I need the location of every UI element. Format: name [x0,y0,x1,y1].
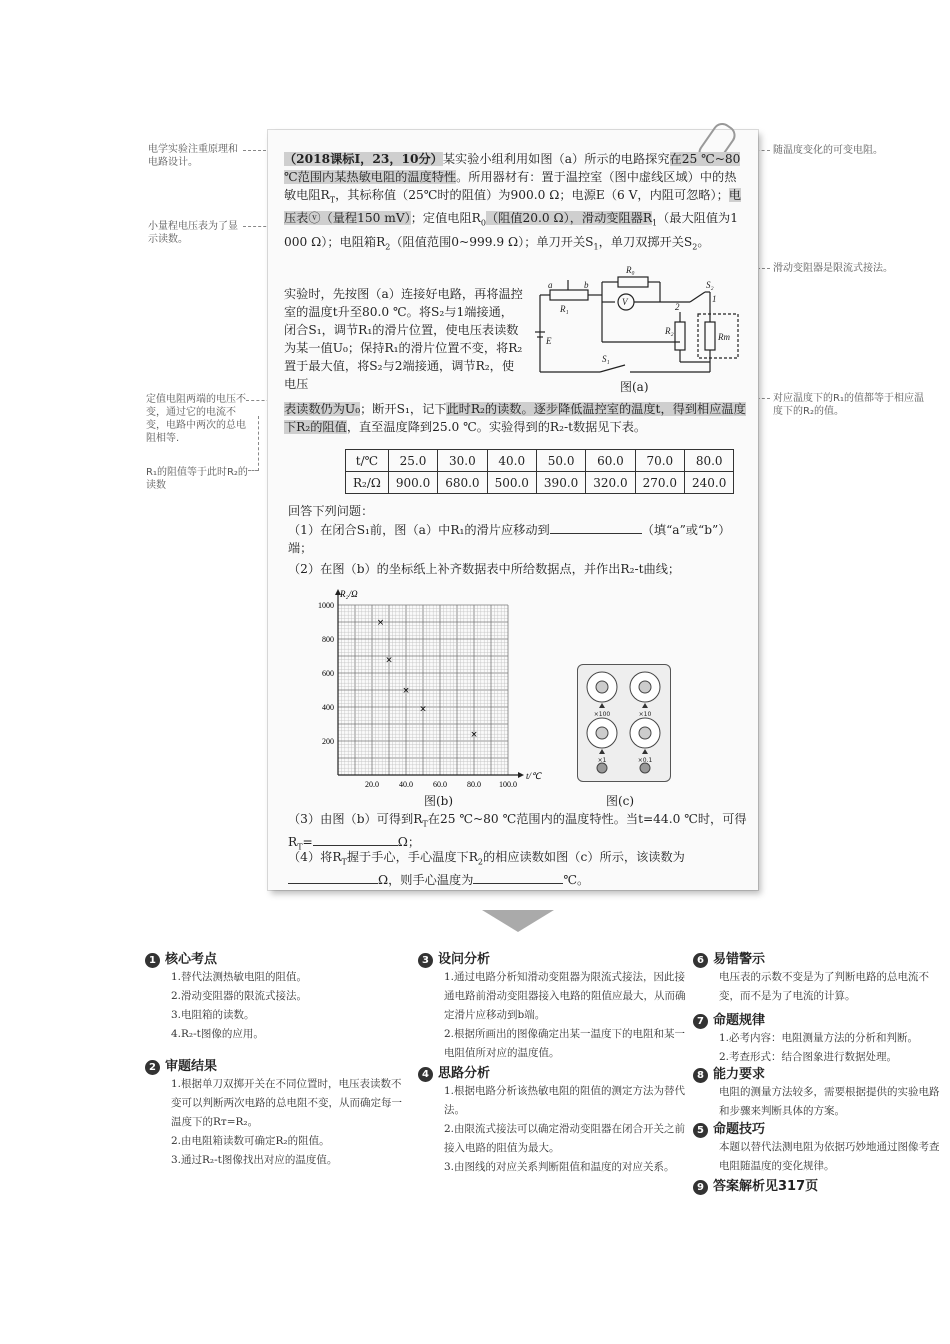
section-number: 2 [145,1060,160,1075]
section-title: 命题规律 [713,1013,766,1028]
table-cell: 25.0 [388,450,437,472]
text-span: （3）由图（b）可得到R [288,812,423,826]
section-title: 易错警示 [713,952,766,967]
text-span: （4）将R [288,850,342,864]
table-cell: 60.0 [586,450,635,472]
table-cell: 390.0 [536,472,585,494]
circuit-label-r1: R₁ [560,304,569,314]
table-cell: 240.0 [685,472,734,494]
circuit-label-rt: Rт [718,332,730,342]
section-number: 4 [418,1067,433,1082]
table-cell: 30.0 [438,450,487,472]
section-body [719,1138,943,1176]
table-cell: 270.0 [635,472,684,494]
x-axis-label: t/℃ [526,771,542,781]
circuit-label-r2: R₂ [665,326,674,336]
section-number: 5 [693,1123,708,1138]
section-number: 6 [693,953,708,968]
data-table [345,449,734,494]
note-right-1: 随温度变化的可变电阻。 [773,145,883,156]
table-header-cell: t/℃ [346,450,389,472]
list-item: 2.由电阻箱读数可确定R₂的阻值。 [171,1135,330,1147]
terminal [640,763,650,773]
list-item: 2.由限流式接法可以确定滑动变阻器在闭合开关之前接入电路的阻值为最大。 [444,1123,686,1154]
circuit-label-e: E [546,336,552,346]
thermistor-rt [705,322,715,350]
data-point: × [385,655,393,666]
section-body [171,1075,410,1170]
y-tick-label: 1000 [318,601,334,610]
answer-blank[interactable] [313,845,398,846]
table-cell: 320.0 [586,472,635,494]
figure-c-caption: 图(c) [606,794,635,808]
data-point: × [402,686,410,696]
list-item: 电压表的示数不变是为了判断电路的总电流不变，而不是为了电流的计算。 [719,971,929,1002]
text-span: = [302,835,313,850]
section-1 [145,948,410,1044]
section-heading [693,948,943,968]
figure-b-caption: 图(b) [424,794,454,808]
list-item: 本题以替代法测电阻为依据巧妙地通过图像考查电阻随温度的变化规律。 [719,1141,940,1172]
circuit-diagram [530,262,745,397]
problem-paragraph-3 [284,400,746,436]
table-row [346,450,734,472]
circuit-label-s1: S₁ [602,354,610,364]
list-item: 1.根据电路分析该热敏电阻的阻值的测定方法为替代法。 [444,1085,686,1116]
list-item: 3.通过R₂-t图像找出对应的温度值。 [171,1154,338,1166]
x-tick-label: 60.0 [433,780,447,789]
highlight-span: 。逐步降低温控室的温度t，得到相应温度下R₂的阻值 [284,402,746,434]
section-7 [693,1009,943,1067]
highlight-span: 此时R₂的读数 [446,402,522,416]
text-span: 的相应读数如图（c）所示，该读数为 [483,850,685,864]
x-tick-label: 80.0 [467,780,481,789]
text-span: （阻值范围0~999.9 Ω）；单刀开关S [390,234,594,249]
text-span: Ω，则手心温度为 [378,873,474,888]
y-tick-label: 800 [322,635,334,644]
section-number: 9 [693,1180,708,1195]
y-axis-label: R₂/Ω [340,589,358,599]
section-title: 能力要求 [713,1067,766,1082]
circuit-label-a: a [548,280,553,290]
circuit-label-r0: R₀ [626,265,635,275]
questions-intro: 回答下列问题： [288,504,374,518]
highlight-span: 在25 ℃~80 ℃范围内某热敏电阻的温度特性 [284,152,741,184]
section-3 [418,948,688,1063]
table-row [346,472,734,494]
section-heading [693,1009,943,1029]
table-header-cell: R₂/Ω [346,472,389,494]
table-cell: 680.0 [438,472,487,494]
text-span: 。所用器材有：置于温控室（图中虚线区域）中的热敏电阻R [284,170,737,202]
dial-label: ×0.1 [637,757,653,764]
text-span: ，直至温度降到25.0 ℃。实验得到的R₂-t数据见下表。 [346,420,647,434]
graph-b [300,585,550,795]
figure-a-caption: 图(a) [620,380,649,394]
question-3: （3）由图（b）可得到$R_T$在25 ℃~80 ℃范围内的温度特性。当t=44.0 ℃时，可得$R_T= \Omega$； [288,812,747,852]
resistance-box [577,664,671,782]
x-tick-label: 20.0 [365,780,379,789]
answer-blank[interactable] [550,533,642,534]
table-cell: 50.0 [536,450,585,472]
highlight-span: 电压表ⓥ（量程150 mV） [284,188,742,226]
text-span: 某实验小组利用如图（a）所示的电路探究 [442,152,670,166]
problem-paragraph-2 [284,285,524,393]
question-4: （4）将$R_T$握于手心，手心温度下$R_2$的相应读数如图（c）所示，该读数为Ω，则手心温度为 ℃。 [288,850,685,888]
note-left-4: R₁的阻值等于此时R₂的读数 [146,467,248,491]
section-body [719,1083,943,1121]
text-span: 握于手心，手心温度下R [346,850,478,864]
y-tick-label: 600 [322,669,334,678]
section-body [719,968,943,1006]
section-title: 设问分析 [438,952,491,967]
dial-label: ×100 [593,711,611,718]
circuit-label-s2: S₂ [706,280,714,290]
text-span: ；断开S₁，记下 [360,402,447,416]
note-left-1: 电学实验注重原理和电路设计。 [148,144,238,168]
section-number: 7 [693,1014,708,1029]
text-span: ；定值电阻R [410,211,481,226]
y-tick-label: 400 [322,703,334,712]
text-span: （最大阻值为1 000 Ω）；电阻箱R [284,211,738,249]
section-body [444,1082,688,1177]
question-1 [288,521,748,557]
text-span: ℃。 [563,873,590,888]
answer-reference: 答案解析见317页 [713,1179,819,1194]
note-left-3: 定值电阻两端的电压不变，通过它的电流不变，电路中两次的总电阻相等. [146,394,246,444]
section-heading [145,1055,410,1075]
list-item: 2.滑动变阻器的限流式接法。 [171,990,308,1002]
section-heading [693,1063,943,1083]
list-item: 2.根据所画出的图像确定出某一温度下的电阻和某一电阻值所对应的温度值。 [444,1028,686,1059]
slider-resistor-r1 [550,290,588,300]
section-title: 审题结果 [165,1059,218,1074]
note-left-2: 小量程电压表为了显示读数。 [148,221,238,245]
list-item: 4.R₂-t图像的应用。 [171,1028,264,1040]
resistor-r0 [618,277,648,287]
table-cell: 80.0 [685,450,734,472]
section-number: 8 [693,1068,708,1083]
problem-text [284,150,746,256]
section-title: 核心考点 [165,952,218,967]
data-point: × [376,618,385,628]
text-span: ，其标称值（25℃时的阻值）为900.0 Ω；电源E（6 V，内阻可忽略）； [335,188,729,202]
data-point: × [419,704,427,715]
section-5 [693,1118,943,1176]
list-item: 1.必考内容：电阻测量方法的分析和判断。 [719,1032,919,1044]
list-item: 3.电阻箱的读数。 [171,1009,255,1021]
section-heading [418,948,688,968]
highlight-span: （阻值20.0 Ω），滑动变阻器R [485,211,653,226]
list-item: 3.由图线的对应关系判断阻值和温度的对应关系。 [444,1161,675,1173]
section-heading [693,1175,943,1195]
x-axis-arrow-icon [518,772,524,778]
answer-blank[interactable] [473,883,563,884]
table-cell: 70.0 [635,450,684,472]
section-title: 思路分析 [438,1066,491,1081]
section-body [171,968,410,1044]
section-heading [418,1062,688,1082]
section-heading [693,1118,943,1138]
circuit-label-1: 1 [712,294,717,304]
circuit-label-b: b [584,280,589,290]
section-9 [693,1175,943,1195]
list-item: 1.通过电路分析知滑动变阻器为限流式接法，因此接通电路前滑动变阻器接入电路的阻值应最大，从而确定滑片应移动到b端。 [444,971,686,1021]
section-4 [418,1062,688,1177]
problem-source: （2018课标Ⅰ，23，10分） [284,152,443,166]
table-cell: 40.0 [487,450,536,472]
circuit-label-v: V [622,297,628,307]
x-tick-label: 100.0 [499,780,517,789]
text-span: （1）在闭合S₁前，图（a）中R₁的滑片应移动到 [288,523,550,537]
data-point: × [470,730,478,741]
problem-paragraph-1: （2018课标Ⅰ，23，10分）某实验小组利用如图（a）所示的电路探究在25 ℃~80 ℃范围内某热敏电阻的温度特性。所用器材有：置于温控室（图中虚线区域）中的热敏电阻$R_T$，其标称值（25℃时的阻值）为900.0 Ω；电源E（6 V，内阻可忽略）；电压表ⓥ（量程150 mV）；定值电阻$R_0$（阻值20.0 Ω），滑动变阻器$R_1$（最大阻值为1 000 Ω）；电阻箱$R_2$（阻值范围0~999.9 Ω）；单刀开关$S_1$，单刀双掷开关$S_2$。 [284,152,742,252]
highlight-span: 表读数仍为U₀ [284,402,361,416]
resistor-box-r2 [675,322,685,350]
note-right-3: 对应温度下的R₁的值都等于相应温度下的R₂的值。 [773,393,924,417]
table-cell: 900.0 [388,472,437,494]
note-right-2: 滑动变阻器是限流式接法。 [773,263,893,274]
list-item: 2.考查形式：结合图象进行数据处理。 [719,1051,898,1063]
dial-label: ×10 [638,711,652,718]
text-span: 实验时，先按图（a）连接好电路，再将温控室的温度t升至80.0 ℃。将S₂与1端接通，闭合S₁，调节R₁的滑片位置，使电压表读数为某一值U₀；保持R₁的滑片位置不变，将R₂置于最大值，将S₂与2端接通，调节R₂，使电压 [284,287,523,391]
section-number: 1 [145,953,160,968]
section-number: 3 [418,953,433,968]
arrow-down-icon [482,910,554,932]
section-body [444,968,688,1063]
section-body [719,1029,943,1067]
text-span: （填“a”或“b”）端； [288,523,731,555]
table-cell: 500.0 [487,472,536,494]
resistance-box-dials [578,665,670,781]
section-2 [145,1055,410,1170]
dial-label: ×1 [597,757,607,764]
text-span: Ω； [397,835,421,850]
terminal [597,763,607,773]
leader-line [258,416,259,471]
answer-blank[interactable] [288,883,378,884]
x-tick-label: 40.0 [399,780,413,789]
question-2: （2）在图（b）的坐标纸上补齐数据表中所给数据点，并作出R₂-t曲线； [288,562,681,576]
leader-line [248,470,258,471]
text-span: 在25 ℃~80 ℃范围内的温度特性。当t=44.0 ℃时，可得R [288,812,747,850]
list-item: 1.根据单刀双掷开关在不同位置时，电压表读数不变可以判断两次电路的总电阻不变，从而确定每一温度下的Rт=R₂。 [171,1078,402,1128]
section-6 [693,948,943,1006]
list-item: 1.替代法测热敏电阻的阻值。 [171,971,308,983]
text-span: ，单刀双掷开关S [598,234,693,249]
circuit-label-2: 2 [675,302,680,312]
section-title: 命题技巧 [713,1122,766,1137]
y-tick-label: 200 [322,737,334,746]
section-8 [693,1063,943,1121]
list-item: 电阻的测量方法较多，需要根据提供的实验电路和步骤来判断具体的方案。 [719,1086,940,1117]
section-heading [145,948,410,968]
